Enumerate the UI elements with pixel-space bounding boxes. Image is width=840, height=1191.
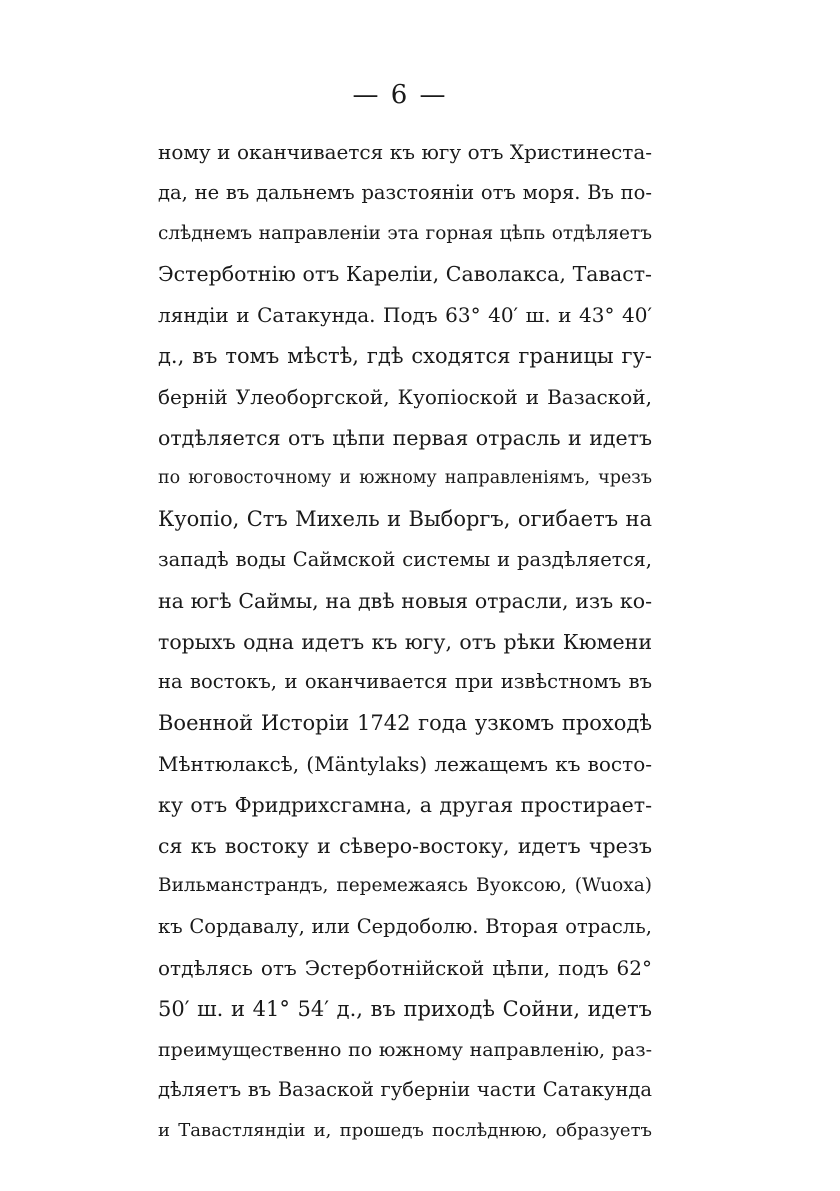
text-line: отдѣляется отъ цѣпи первая отрасль и идетъ	[158, 425, 652, 450]
text-line: западѣ воды Саймской системы и раздѣляется,	[158, 547, 652, 571]
text-line: отдѣлясь отъ Эстерботнiйской цѣпи, подъ 62°	[158, 955, 652, 980]
text-line: Эстерботнiю отъ Карелiи, Саволакса, Таваст-	[158, 262, 652, 287]
text-line: Куопiо, Стъ Михель и Выборгъ, огибаетъ на	[158, 507, 652, 532]
text-line: на востокъ, и оканчивается при извѣстномъ въ	[158, 670, 652, 694]
text-line: ному и оканчивается къ югу отъ Христинеста-	[158, 140, 652, 164]
page-number: — 6 —	[352, 80, 448, 110]
text-line: Мѣнтюлаксѣ, (Mäntylaks) лежащемъ къ восто-	[158, 751, 652, 776]
text-line: преимущественно по южному направленiю, раз-	[158, 1038, 652, 1061]
text-line: Военной Исторiи 1742 года узкомъ проходѣ	[158, 711, 652, 736]
text-line: торыхъ одна идетъ къ югу, отъ рѣки Кюмени	[158, 629, 652, 654]
text-line: да, не въ дальнемъ разстоянiи отъ моря. Въ по-	[158, 180, 652, 204]
text-line: 50′ ш. и 41° 54′ д., въ приходѣ Сойни, идетъ	[158, 996, 652, 1021]
body-text	[158, 132, 652, 1152]
text-line: Вильманстрандъ, перемежаясь Вуоксою, (Wuoxa)	[158, 875, 652, 897]
text-line: ляндiи и Сатакунда. Подъ 63° 40′ ш. и 43° 40′	[158, 303, 652, 328]
text-line: д., въ томъ мѣстѣ, гдѣ сходятся границы гу-	[158, 343, 652, 368]
text-line: по юговосточному и южному направленiямъ, чрезъ	[158, 468, 652, 489]
text-line: дѣляетъ въ Вазаской губернiи части Сатакунда	[158, 1078, 652, 1102]
text-line: ся къ востоку и сѣверо-востоку, идетъ чрезъ	[158, 833, 652, 858]
text-line: слѣднемъ направленiи эта горная цѣпь отдѣляетъ	[158, 222, 652, 244]
text-line: къ Сордавалу, или Сердоболю. Вторая отрасль,	[158, 915, 652, 939]
text-line: и Тавастляндiи и, прошедъ послѣднюю, образуетъ	[158, 1120, 652, 1142]
text-line: бернiй Улеоборгской, Куопiоской и Вазаской,	[158, 384, 652, 409]
text-line: на югѣ Саймы, на двѣ новыя отрасли, изъ ко-	[158, 588, 652, 613]
text-line: ку отъ Фридрихсгамна, а другая простирает-	[158, 792, 652, 817]
